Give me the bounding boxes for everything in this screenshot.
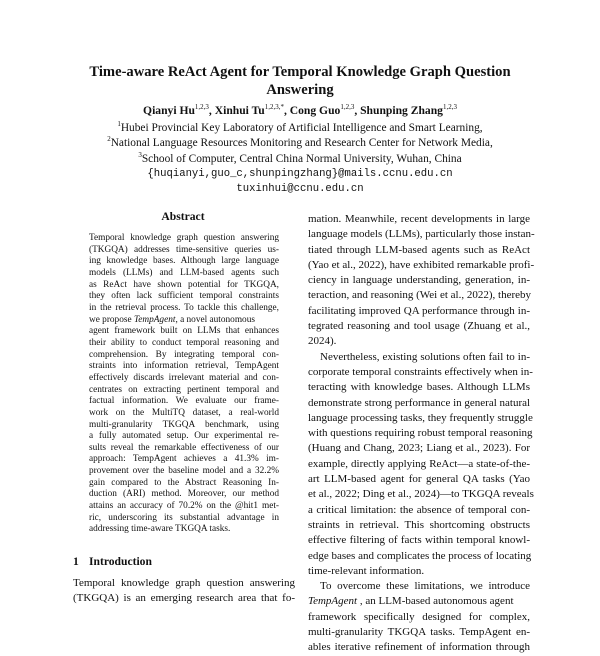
- title-line: Time-aware ReAct Agent for Temporal Knowledge Graph Question: [89, 64, 511, 80]
- body-line: tegrated reasoning and tool usage (Zhuang et al.,: [308, 320, 530, 333]
- body-line: teraction, and reasoning (Wei et al., 2022), thereby: [308, 289, 532, 302]
- email-line: {huqianyi,guo_c,shunpingzhang}@mails.ccnu.edu.cn: [147, 167, 453, 180]
- abstract-line: models (LLMs) and LLM-based agents such: [89, 267, 279, 278]
- body-line: (TKGQA) is an emerging research area that fo-: [73, 592, 295, 605]
- affiliation-line: [40, 136, 560, 151]
- paper-title: [40, 63, 560, 99]
- abstract-line: straints into information retrieval, TempAgent: [89, 361, 279, 372]
- abstract-line: comprehension. By integrating temporal con-: [89, 349, 279, 360]
- body-line: To overcome these limitations, we introduce: [320, 580, 530, 593]
- body-line: facilitating improved QA performance through in-: [308, 304, 530, 317]
- body-line: multi-granularity TKGQA tasks. TempAgent en-: [308, 626, 530, 639]
- author-separator: ,: [354, 104, 361, 117]
- section-title: Introduction: [89, 555, 152, 568]
- body-line: mation. Meanwhile, recent developments in large: [308, 213, 530, 225]
- author-name: Shunping Zhang: [360, 104, 443, 117]
- method-name: TempAgent: [133, 314, 176, 325]
- title-line: Answering: [266, 82, 334, 98]
- abstract-line: effectively discards irrelevant material and con-: [89, 372, 279, 383]
- abstract-line: ric, underscoring its substantial advantage in: [89, 512, 279, 523]
- author-affil-marks: 1,2,3: [340, 103, 355, 112]
- paragraph: [308, 579, 530, 655]
- author-name: Cong Guo: [289, 104, 341, 117]
- body-line: time-relevant information.: [308, 564, 425, 577]
- author-list: [40, 103, 560, 118]
- abstract-fragment: we propose: [89, 314, 134, 325]
- body-line: et al., 2022; Ding et al., 2024)—to TKGQA reveals: [308, 488, 534, 501]
- affiliation-line: [40, 121, 560, 136]
- affiliation-mark: 1: [117, 120, 121, 129]
- body-line: (Huang and Chang, 2023; Liang et al., 2023). For: [308, 442, 530, 455]
- abstract-line: they often lack sufficient temporal constraints: [89, 291, 279, 302]
- author-name: Xinhui Tu: [214, 104, 265, 117]
- body-line: language models (LLMs), particularly those instan-: [308, 228, 535, 241]
- affiliation-text: Hubei Provincial Key Laboratory of Artificial Intelligence and Smart Learning,: [120, 122, 483, 134]
- author-affil-marks: 1,2,3: [442, 103, 457, 112]
- abstract-line: attains an accuracy of 70.2% on the @hit1 met-: [89, 501, 279, 512]
- abstract-line: duction (ARI) method. Moreover, our method: [89, 489, 279, 500]
- abstract-line: factual information. We evaluate our frame-: [89, 396, 279, 407]
- body-line: framework specifically designed for complex,: [308, 610, 530, 623]
- author-affil-marks: 1,2,3: [194, 103, 209, 112]
- body-line: (Yao et al., 2022), have exhibited remarkable profi-: [308, 258, 535, 271]
- affiliation-mark: 2: [107, 135, 111, 144]
- affiliation-text: School of Computer, Central China Normal University, Wuhan, China: [141, 152, 462, 165]
- abstract-line: agent framework built on LLMs that enhances: [89, 326, 279, 337]
- affiliations: [40, 121, 560, 197]
- affiliation-mark: 3: [138, 150, 142, 159]
- abstract-line: work on the MultiTQ dataset, a real-world: [89, 407, 279, 418]
- abstract-line: centrates on extracting pertinent temporal and: [89, 384, 279, 395]
- body-line: effective filtering of facts within temporal knowl-: [308, 534, 530, 547]
- body-line: language processing tasks, they frequently struggle: [308, 411, 533, 424]
- abstract-fragment: , a novel autonomous: [175, 314, 255, 325]
- body-fragment: , an LLM-based autonomous agent: [357, 595, 514, 608]
- abstract-line: approach: TempAgent achieves a 41.3% im-: [89, 454, 279, 465]
- method-name: TempAgent: [308, 595, 358, 608]
- paragraph: [308, 212, 535, 350]
- abstract-line: in the retrieval process. To tackle this challenge,: [89, 302, 279, 313]
- abstract-line: a fully automated setup. Our experimental re-: [89, 431, 279, 442]
- body-line: straints in retrieval. This shortcoming obstructs: [308, 518, 530, 531]
- affiliation-line: [40, 152, 560, 167]
- body-line: edge bases and complicates the process of locating: [308, 549, 532, 562]
- body-line: with questions requiring robust temporal reasoning: [308, 427, 533, 440]
- abstract-line: provement over the baseline model and a 32.2%: [89, 466, 279, 477]
- abstract-line: Temporal knowledge graph question answering: [89, 233, 279, 243]
- abstract-line: ing knowledge bases. Although large language: [89, 256, 279, 267]
- body-line: 2024).: [308, 335, 337, 348]
- abstract-line: as ReAct have shown potential for TKGQA,: [89, 279, 279, 290]
- section-number: 1: [73, 555, 79, 568]
- paragraph: [308, 350, 534, 579]
- author-name: Qianyi Hu: [143, 104, 195, 117]
- abstract-line: (TKGQA) addresses time-sensitive queries us-: [89, 244, 279, 255]
- email-line: tuxinhui@ccnu.edu.cn: [236, 183, 364, 196]
- body-line: tiated through LLM-based agents such as ReAct: [308, 243, 530, 256]
- author-separator: ,: [283, 104, 290, 117]
- body-line: demonstrate strong performance in general natural: [308, 396, 531, 409]
- body-line: Nevertheless, existing solutions often fail to in-: [320, 350, 530, 363]
- body-line: Temporal knowledge graph question answering: [73, 577, 295, 589]
- abstract-body: [89, 233, 279, 536]
- right-column-body: [308, 212, 535, 656]
- abstract-line: sults reveal the remarkable effectiveness of our: [89, 442, 279, 453]
- body-line: a critical limitation: the absence of temporal con-: [308, 503, 530, 516]
- author-separator: ,: [208, 104, 215, 117]
- abstract-line: their ability to conduct temporal reasoning and: [89, 337, 279, 348]
- body-line: art LLM-based agent for general QA tasks (Yao: [308, 473, 530, 486]
- abstract-line: gain compared to the Abstract Reasoning In-: [89, 477, 279, 488]
- body-line: teracting with knowledge bases. Although LLMs: [308, 381, 530, 394]
- abstract-line: addressing time-aware TKGQA tasks.: [89, 524, 231, 535]
- abstract-heading: Abstract: [161, 210, 205, 223]
- intro-body: [73, 576, 295, 607]
- affiliation-text: National Language Resources Monitoring and Research Center for Network Media,: [110, 137, 493, 150]
- body-line: example, directly applying ReAct—a state-of-the-: [308, 457, 530, 470]
- author-affil-marks: 1,2,3,*: [264, 103, 284, 112]
- body-line: ciency in language understanding, generation, in-: [308, 274, 530, 287]
- body-line: corporate temporal constraints effectively when in-: [308, 365, 533, 378]
- abstract-line: multi-granularity TKGQA benchmark, using: [89, 419, 279, 430]
- body-line: ables iterative refinement of information through: [308, 641, 530, 654]
- abstract-line: [89, 315, 279, 327]
- section-heading: [73, 555, 152, 568]
- body-line: [308, 594, 530, 609]
